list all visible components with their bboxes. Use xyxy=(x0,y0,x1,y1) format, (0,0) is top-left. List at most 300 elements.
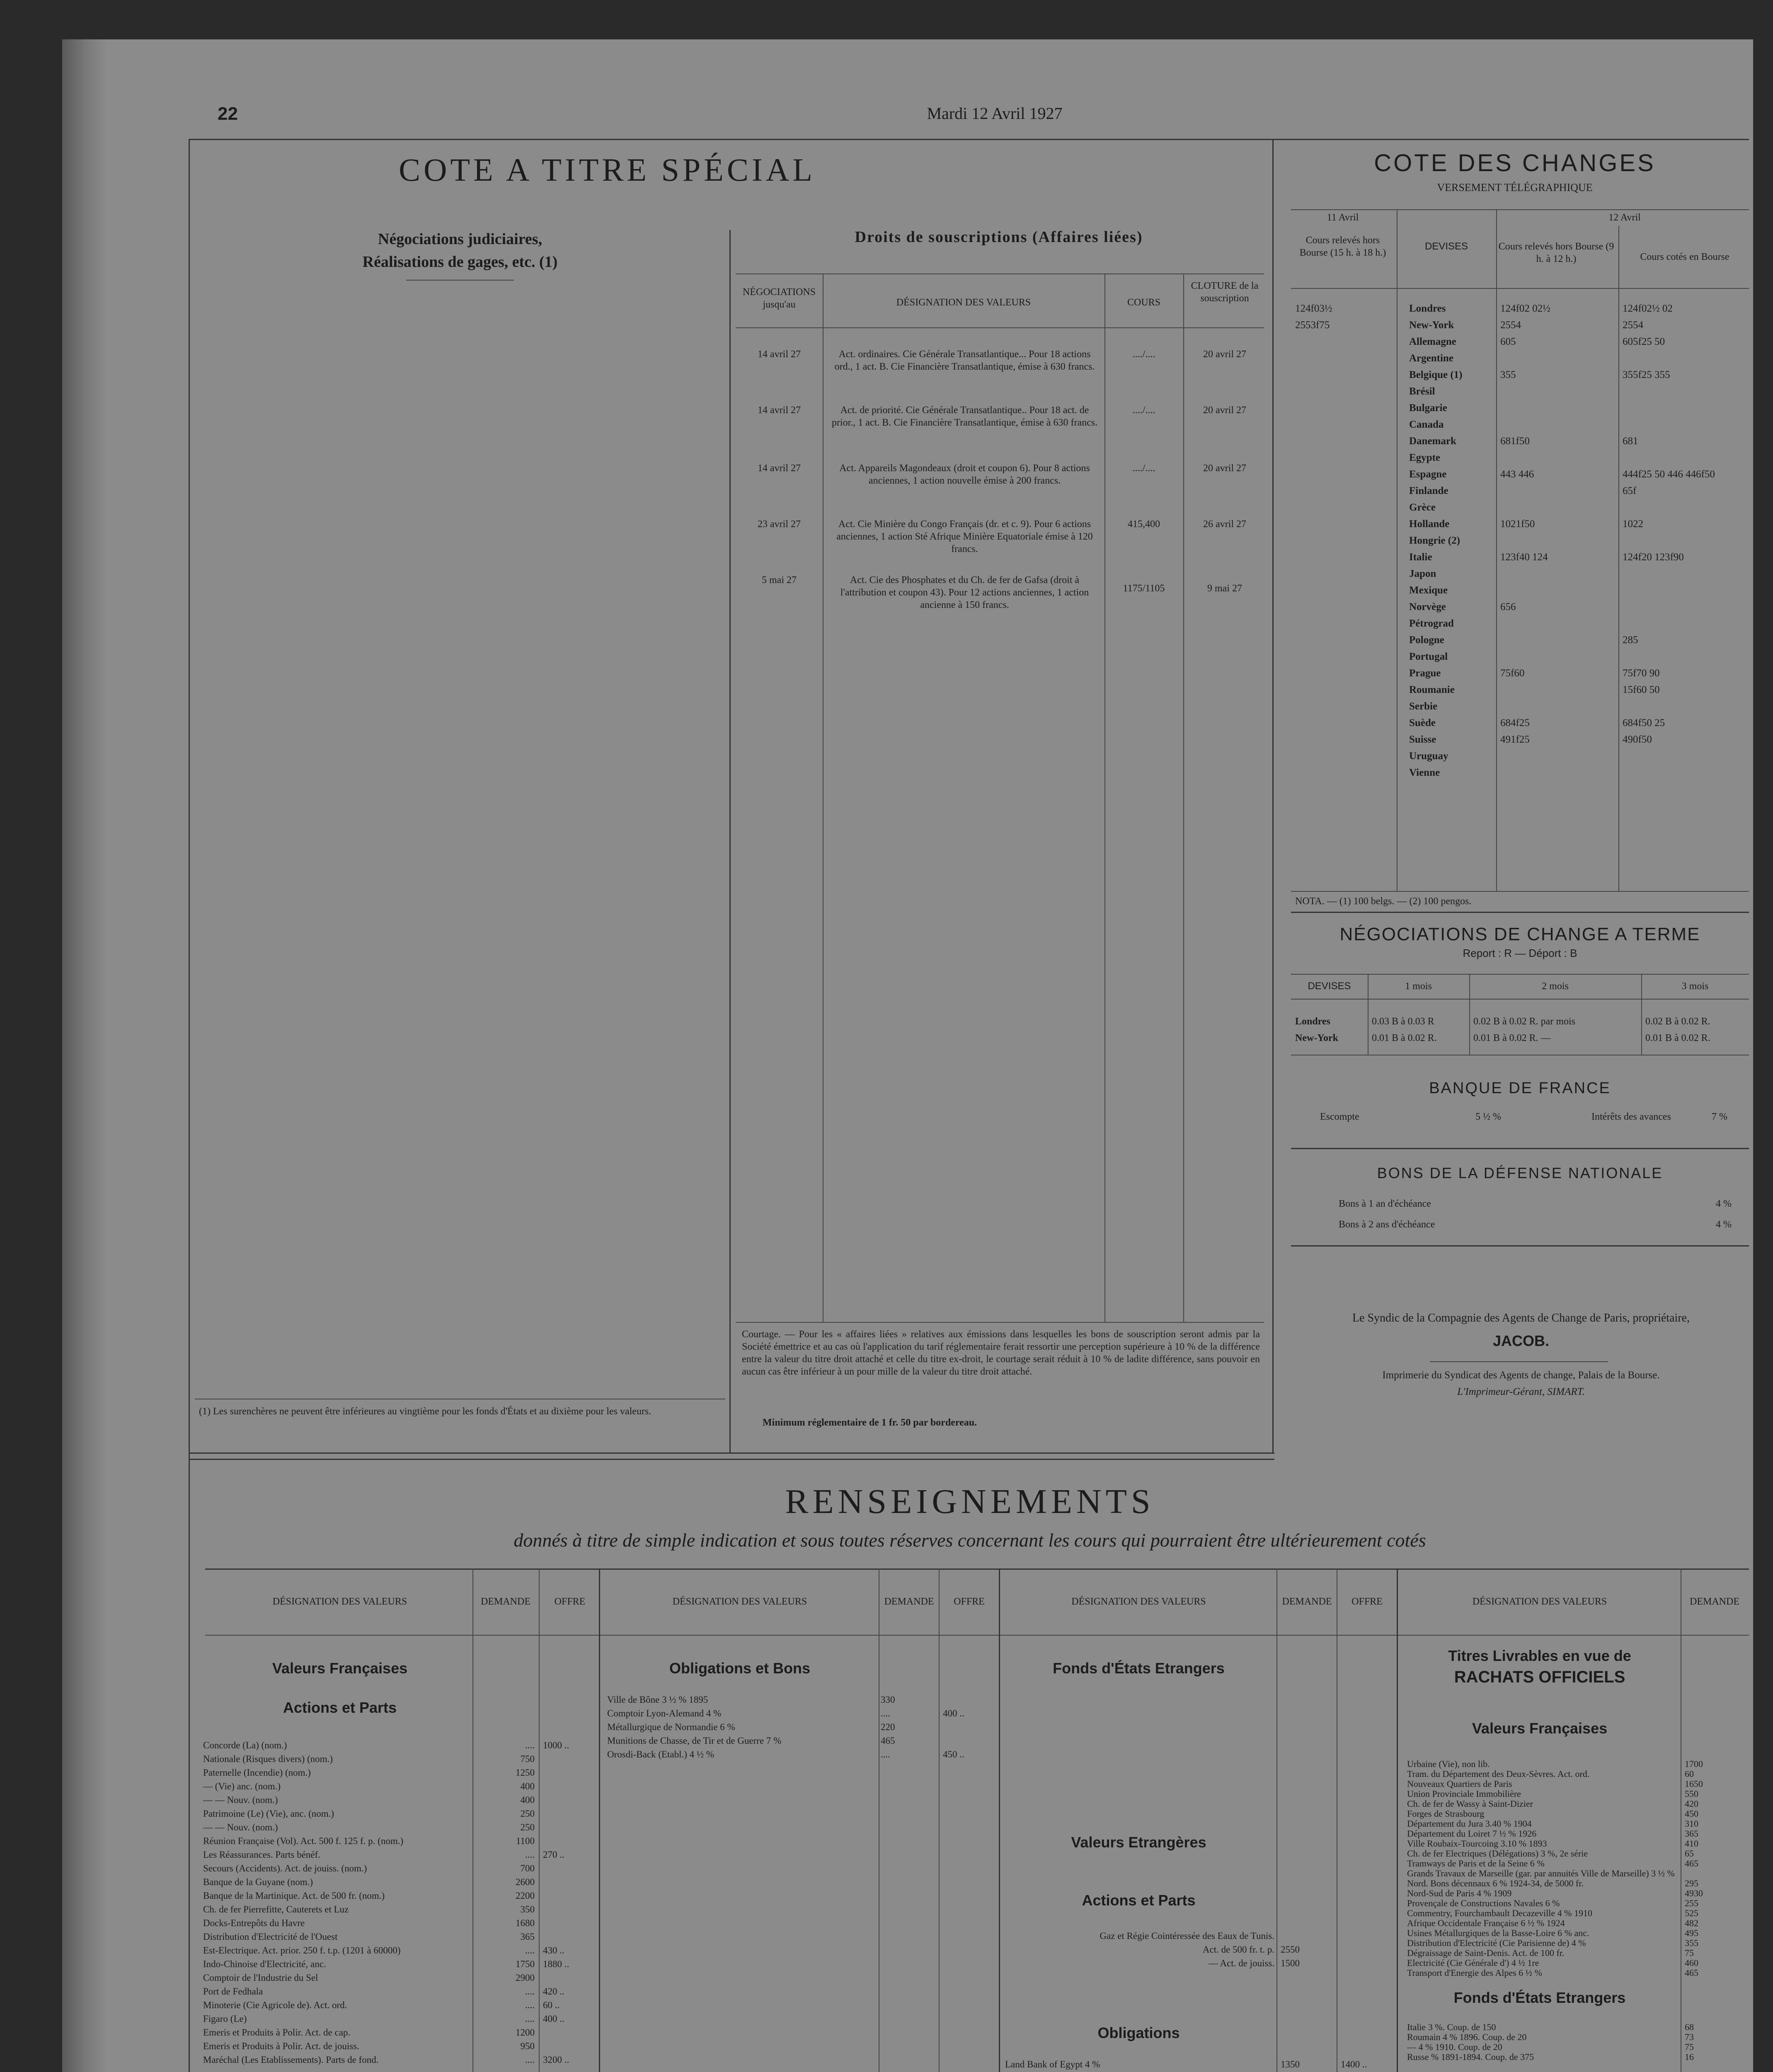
r-col1-offre-cell: 1880 .. xyxy=(543,1959,569,1969)
r-col1-names xyxy=(203,1738,470,2067)
terme-header-top xyxy=(1291,974,1749,975)
r-col3-name-cell: Gaz et Régie Cointéressée des Eaux de Tunis. xyxy=(1100,1931,1274,1941)
changes-col-rule-2 xyxy=(1496,209,1497,891)
r-col4-demande-cell: 482 xyxy=(1685,1918,1698,1928)
changes-cell-devise: Belgique (1) xyxy=(1409,369,1463,380)
changes-cell-12-avril xyxy=(1500,582,1616,599)
r-col3b-offre-cell: 1400 .. xyxy=(1341,2059,1367,2070)
r-col2-name-cell: Comptoir Lyon-Alemand 4 % xyxy=(607,1708,722,1719)
r-col1-offre-cell: 3200 .. xyxy=(543,2055,569,2065)
r-col4b-demande-cell: 75 xyxy=(1685,2042,1694,2052)
r-col2-header-designation: DÉSIGNATION DES VALEURS xyxy=(672,1596,807,1607)
changes-col-rule-3 xyxy=(1618,226,1619,891)
droits-col-rule-1 xyxy=(823,274,824,1322)
r-col4b-demande-cell: 16 xyxy=(1685,2052,1694,2062)
changes-cell-12-avril xyxy=(1500,615,1616,632)
bons-2ans-label: Bons à 2 ans d'échéance xyxy=(1339,1219,1435,1230)
r-col4-names xyxy=(1407,1759,1679,1978)
r-col4b-names xyxy=(1407,2022,1679,2062)
changes-cell-devise: Mexique xyxy=(1409,585,1448,596)
changes-col-bourse: Cours cotés en Bourse xyxy=(1640,252,1729,262)
avances-value: 7 % xyxy=(1712,1111,1727,1122)
r-col1-name-cell: Emeris et Produits à Polir. Act. de jouiss. xyxy=(203,2041,359,2051)
changes-cell-bourse xyxy=(1623,748,1747,765)
changes-cell-devise: Suisse xyxy=(1409,734,1436,745)
changes-cell-12-avril: 605 xyxy=(1500,336,1516,347)
r-titres-livrables-2: RACHATS OFFICIELS xyxy=(1454,1668,1625,1686)
r-col4-demande-cell: 495 xyxy=(1685,1928,1698,1938)
r-col4-name-cell: Ch. de fer Electriques (Délégations) 3 %, 2e série xyxy=(1407,1849,1588,1859)
r-col4-name-cell: Dégraissage de Saint-Denis. Act. de 100 fr. xyxy=(1407,1948,1565,1958)
terme-row-1-m1: 0.03 B à 0.03 R xyxy=(1372,1016,1434,1027)
r-col1-demande-cell: 2200 xyxy=(516,1890,535,1901)
r-actions-parts: Actions et Parts xyxy=(283,1699,397,1716)
r-obligations-bons: Obligations et Bons xyxy=(669,1660,810,1677)
terme-row-2-devise: New-York xyxy=(1295,1033,1338,1043)
changes-cell-11-avril xyxy=(1295,450,1395,466)
changes-cell-bourse xyxy=(1623,533,1747,549)
changes-cell-11-avril xyxy=(1295,549,1395,566)
changes-col-c12: Cours relevés hors Bourse (9 h. à 12 h.) xyxy=(1498,241,1614,264)
r-col4-name-cell: Distribution d'Electricité (Cie Parisienne de) 4 % xyxy=(1407,1938,1586,1948)
changes-cell-11-avril xyxy=(1295,350,1395,367)
changes-cell-11-avril xyxy=(1295,665,1395,682)
syndic-name: JACOB. xyxy=(1492,1332,1550,1349)
r-col1-offre-cell xyxy=(543,1752,597,1766)
r-col1-name-cell: Est-Electrique. Act. prior. 250 f. t.p. (1201 à 60000) xyxy=(203,1945,401,1956)
r-col1-offre xyxy=(543,1738,597,2067)
r-col2-offre xyxy=(943,1693,997,1761)
changes-cell-bourse: 605f25 50 xyxy=(1623,336,1665,347)
r-col4-name-cell: Nord. Bons décennaux 6 % 1924-34, de 5000 fr. xyxy=(1407,1878,1584,1888)
changes-cell-devise: Espagne xyxy=(1409,469,1447,480)
terme-row-2-m1: 0.01 B à 0.02 R. xyxy=(1372,1033,1437,1043)
r-col1-demande-cell: 750 xyxy=(520,1754,535,1764)
section-rule xyxy=(189,1452,1274,1454)
droits-row-3-date: 14 avril 27 xyxy=(758,463,801,474)
changes-cell-11-avril xyxy=(1295,599,1395,615)
r-col1-demande-cell: .... xyxy=(525,2055,535,2065)
changes-cell-12-avril: 355 xyxy=(1500,369,1516,380)
changes-cell-bourse xyxy=(1623,649,1747,665)
r-col4-demande-cell: 255 xyxy=(1685,1898,1698,1908)
r-col3-demande-rule xyxy=(1276,1569,1277,2072)
changes-cell-bourse xyxy=(1623,400,1747,416)
droits-col-rule-2 xyxy=(1104,274,1105,1322)
changes-cell-12-avril xyxy=(1500,450,1616,466)
r-col1-name-cell: Figaro (Le) xyxy=(203,2014,247,2024)
droits-row-2-date: 14 avril 27 xyxy=(758,405,801,416)
r-col2-demande-cell: .... xyxy=(881,1708,890,1719)
terme-header-bottom xyxy=(1291,999,1749,1000)
droits-row-2-designation: Act. de priorité. Cie Générale Transatlantique.. Pour 18 act. de prior., 1 act. B. Cie Financière Transatlantique, émise à 630 francs. xyxy=(831,405,1098,428)
r-col3-end-rule xyxy=(1397,1569,1398,2072)
changes-cell-devise: Allemagne xyxy=(1409,336,1456,347)
terme-col-3mois: 3 mois xyxy=(1681,981,1709,992)
changes-cell-bourse: 490f50 xyxy=(1623,734,1652,745)
r-col1-name-cell: Port de Fedhala xyxy=(203,1986,263,1997)
r-col1-demande-cell: 250 xyxy=(520,1808,535,1819)
changes-cell-12-avril: 124f02 02½ xyxy=(1500,303,1550,314)
r-col4-demande-cell: 465 xyxy=(1685,1968,1698,1978)
changes-cell-11-avril xyxy=(1295,615,1395,632)
r-valeurs-etrangeres: Valeurs Etrangères xyxy=(1071,1834,1206,1851)
droits-row-4-date: 23 avril 27 xyxy=(758,519,801,530)
r-col1-offre-cell: 420 .. xyxy=(543,1986,564,1997)
r-col1-offre-cell xyxy=(543,2039,597,2053)
changes-cell-12-avril xyxy=(1500,400,1616,416)
r-col4-name-cell: Forges de Strasbourg xyxy=(1407,1809,1485,1819)
changes-cell-devise: Roumanie xyxy=(1409,684,1455,695)
r-col2-name-cell: Ville de Bône 3 ½ % 1895 xyxy=(607,1694,708,1705)
r-col1-name-cell: Patrimoine (Le) (Vie), anc. (nom.) xyxy=(203,1808,334,1819)
renseignements-subtitle: donnés à titre de simple indication et sous toutes réserves concernant les cours qui pourraient être ultérieurement cotés xyxy=(513,1530,1426,1551)
r-col4-name-cell: Grands Travaux de Marseille (gar. par annuités Ville de Marseille) 3 ½ % xyxy=(1407,1869,1675,1878)
droits-row-3-cours: ..../.... xyxy=(1132,463,1155,474)
changes-date-12: 12 Avril xyxy=(1608,212,1641,223)
r-col4b-name-cell: Italie 3 %. Coup. de 150 xyxy=(1407,2022,1496,2032)
droits-col-rule-3 xyxy=(1183,274,1184,1322)
terme-col-rule-1 xyxy=(1368,974,1369,1055)
changes-cell-devise: Pologne xyxy=(1409,634,1444,646)
terme-title: NÉGOCIATIONS DE CHANGE A TERME xyxy=(1339,924,1700,944)
changes-cell-devise: Egypte xyxy=(1409,452,1440,463)
imprimeur-line: L'Imprimeur-Gérant, SIMART. xyxy=(1457,1386,1585,1397)
changes-cell-bourse: 124f02½ 02 xyxy=(1623,303,1673,314)
changes-cell-devise: Uruguay xyxy=(1409,750,1448,762)
r-col1-name-cell: Maréchal (Les Etablissements). Parts de fond. xyxy=(203,2055,379,2065)
changes-cell-12-avril xyxy=(1500,632,1616,649)
r-col1-name-cell: Distribution d'Electricité de l'Ouest xyxy=(203,1932,338,1942)
r-col4b-name-cell: Roumain 4 % 1896. Coup. de 20 xyxy=(1407,2032,1527,2042)
changes-cell-11-avril xyxy=(1295,400,1395,416)
imprimerie-line: Imprimerie du Syndicat des Agents de change, Palais de la Bourse. xyxy=(1382,1370,1660,1381)
changes-cell-bourse: 15f60 50 xyxy=(1623,684,1660,695)
changes-cell-12-avril: 684f25 xyxy=(1500,717,1530,729)
changes-col-c11: Cours relevés hors Bourse (15 h. à 18 h.) xyxy=(1299,235,1386,258)
changes-subtitle: VERSEMENT TÉLÉGRAPHIQUE xyxy=(1437,182,1593,194)
changes-cell-12-avril: 123f40 124 xyxy=(1500,552,1548,563)
droits-row-1-cloture: 20 avril 27 xyxy=(1203,349,1246,360)
changes-cell-11-avril xyxy=(1295,715,1395,731)
changes-cell-11-avril xyxy=(1295,731,1395,748)
r-col1-name-cell: Paternelle (Incendie) (nom.) xyxy=(203,1767,311,1778)
page-number: 22 xyxy=(218,104,238,124)
changes-cell-11-avril xyxy=(1295,682,1395,698)
page-date: Mardi 12 Avril 1927 xyxy=(927,104,1063,123)
changes-cell-11-avril xyxy=(1295,433,1395,450)
r-col1-demande-cell: 1680 xyxy=(516,1918,535,1928)
r-col4-name-cell: Afrique Occidentale Française 6 ½ % 1924 xyxy=(1407,1918,1565,1928)
r-valeurs-francaises-2: Valeurs Françaises xyxy=(1472,1720,1608,1737)
r-col4-name-cell: Nord-Sud de Paris 4 % 1909 xyxy=(1407,1888,1512,1898)
droits-left-rule xyxy=(729,230,731,1452)
r-col3-name-cell: Act. de 500 fr. t. p. xyxy=(1202,1944,1274,1955)
changes-cell-bourse: 355f25 355 xyxy=(1623,369,1670,380)
changes-cell-11-avril xyxy=(1295,765,1395,781)
changes-cell-12-avril xyxy=(1500,748,1616,765)
r-col1-name-cell: Secours (Accidents). Act. de jouiss. (nom.) xyxy=(203,1863,367,1874)
r-col4-demande-cell: 60 xyxy=(1685,1769,1694,1779)
changes-cell-devise: Danemark xyxy=(1409,436,1456,447)
r-col2-end-rule xyxy=(999,1569,1000,2072)
r-col1-demande-cell: 1100 xyxy=(516,1836,535,1846)
column-rule xyxy=(1272,139,1274,1452)
changes-column-bourse xyxy=(1623,300,1747,781)
r-col1-offre-cell: 60 .. xyxy=(543,2000,560,2010)
r-col4-demande xyxy=(1685,1759,1745,1978)
r-col1-demande-cell: 950 xyxy=(520,2041,535,2051)
r-col1-demande-rule xyxy=(472,1569,473,2072)
changes-col-devises: DEVISES xyxy=(1424,241,1468,252)
r-col2-header-offre: OFFRE xyxy=(954,1596,985,1607)
r-col4-name-cell: Département du Jura 3.40 % 1904 xyxy=(1407,1819,1532,1829)
r-col3b-demande-cell: 1350 xyxy=(1281,2059,1300,2070)
changes-cell-11-avril xyxy=(1295,367,1395,383)
r-titres-livrables-1: Titres Livrables en vue de xyxy=(1448,1647,1631,1664)
changes-cell-12-avril xyxy=(1500,383,1616,400)
changes-date-11: 11 Avril xyxy=(1327,212,1359,223)
changes-cell-12-avril xyxy=(1500,698,1616,715)
changes-col-rule-1 xyxy=(1397,209,1398,891)
r-col2-names xyxy=(607,1693,877,1761)
changes-cell-12-avril: 656 xyxy=(1500,601,1516,612)
r-col1-name-cell: Docks-Entrepôts du Havre xyxy=(203,1918,305,1928)
r-col4-name-cell: Electricité (Cie Générale d') 4 ½ 1re xyxy=(1407,1958,1539,1968)
r-col1-header-designation: DÉSIGNATION DES VALEURS xyxy=(272,1596,407,1607)
banque-title: BANQUE DE FRANCE xyxy=(1429,1080,1611,1097)
r-col1-offre-cell xyxy=(543,1807,597,1820)
r-col2-demande-cell: 330 xyxy=(881,1694,895,1705)
changes-cell-11-avril xyxy=(1295,748,1395,765)
terme-col-1mois: 1 mois xyxy=(1405,981,1432,992)
changes-cell-12-avril: 681f50 xyxy=(1500,436,1530,447)
r-col1-offre-cell xyxy=(543,1889,597,1903)
changes-cell-bourse: 124f20 123f90 xyxy=(1623,552,1684,563)
bons-1an-value: 4 % xyxy=(1716,1198,1732,1209)
heading-underline xyxy=(406,280,514,281)
changes-cell-bourse: 75f70 90 xyxy=(1623,668,1660,679)
r-col2-name-cell: Munitions de Chasse, de Tir et de Guerre 7 % xyxy=(607,1736,782,1746)
r-col4-demande-cell xyxy=(1685,1869,1745,1878)
terme-col-devises: DEVISES xyxy=(1308,980,1351,992)
r-col2-header-demande: DEMANDE xyxy=(884,1596,934,1607)
r-col1-demande-cell: 350 xyxy=(520,1904,535,1915)
r-col4-demande-cell: 410 xyxy=(1685,1839,1698,1849)
r-col1-name-cell: Emeris et Produits à Polir. Act. de cap. xyxy=(203,2027,351,2038)
r-col4b-name-cell: Russe % 1891-1894. Coup. de 375 xyxy=(1407,2052,1534,2062)
col-designation: DÉSIGNATION DES VALEURS xyxy=(896,297,1031,308)
changes-cell-11-avril xyxy=(1295,698,1395,715)
terme-subtitle: Report : R — Déport : B xyxy=(1463,947,1577,959)
renseignements-header-top xyxy=(205,1569,1749,1570)
changes-cell-devise: Serbie xyxy=(1409,701,1438,712)
changes-cell-bourse: 444f25 50 446 446f50 xyxy=(1623,469,1715,480)
changes-cell-12-avril: 2554 xyxy=(1500,320,1521,331)
changes-cell-bourse xyxy=(1623,582,1747,599)
r-col4-demande-cell: 1700 xyxy=(1685,1759,1703,1769)
r-col1-offre-cell xyxy=(543,1834,597,1848)
r-col1-demande-cell: .... xyxy=(525,1986,535,1997)
r-col1-offre-cell xyxy=(543,1916,597,1930)
changes-cell-bourse: 285 xyxy=(1623,634,1638,646)
r-col4-demande-cell: 525 xyxy=(1685,1908,1698,1918)
r-col4-demande-cell: 450 xyxy=(1685,1809,1698,1819)
left-heading-2: Réalisations de gages, etc. (1) xyxy=(362,253,558,271)
changes-cell-12-avril xyxy=(1500,499,1616,516)
r-col4b-name-cell: — 4 % 1910. Coup. de 20 xyxy=(1407,2042,1502,2052)
r-col4-demande-cell: 75 xyxy=(1685,1948,1694,1958)
r-col1-demande-cell: 250 xyxy=(520,1822,535,1832)
page-binding-shadow xyxy=(62,39,108,2072)
droits-row-5-date: 5 mai 27 xyxy=(762,575,797,586)
changes-cell-devise: Hollande xyxy=(1409,518,1450,530)
changes-body-bottom xyxy=(1291,891,1749,892)
r-col4-demande-cell: 460 xyxy=(1685,1958,1698,1968)
bons-rule xyxy=(1291,1245,1749,1247)
changes-cell-12-avril: 491f25 xyxy=(1500,734,1530,745)
r-col3-demande xyxy=(1281,1929,1335,1970)
changes-cell-11-avril xyxy=(1295,533,1395,549)
changes-cell-bourse: 684f50 25 xyxy=(1623,717,1665,729)
r-col1-name-cell: — — Nouv. (nom.) xyxy=(203,1795,278,1805)
droits-row-5-designation: Act. Cie des Phosphates et du Ch. de fer de Gafsa (droit à l'attribution et coupon 43). Pour 12 actions anciennes, 1 action ancienne à 150 francs. xyxy=(840,575,1089,610)
changes-header-top xyxy=(1291,209,1749,210)
r-col4-name-cell: Transport d'Energie des Alpes 6 ½ % xyxy=(1407,1968,1542,1978)
r-col3-offre-cell xyxy=(1341,1929,1395,1943)
changes-cell-11-avril xyxy=(1295,582,1395,599)
changes-cell-11-avril xyxy=(1295,566,1395,582)
escompte-label: Escompte xyxy=(1320,1111,1359,1122)
changes-cell-11-avril xyxy=(1295,499,1395,516)
changes-cell-devise: Brésil xyxy=(1409,386,1435,397)
left-heading-1: Négociations judiciaires, xyxy=(378,230,543,248)
changes-cell-11-avril xyxy=(1295,632,1395,649)
droits-row-1-date: 14 avril 27 xyxy=(758,349,801,360)
droits-row-2-cours: ..../.... xyxy=(1132,405,1155,416)
r-col1-demande-cell: .... xyxy=(525,1740,535,1750)
changes-cell-bourse xyxy=(1623,499,1747,516)
droits-row-4-cloture: 26 avril 27 xyxy=(1203,519,1246,530)
changes-cell-devise: Italie xyxy=(1409,552,1432,563)
courtage-note: Courtage. — Pour les « affaires liées » relatives aux émissions dans lesquelles les bons de souscription seront admis par la Société émettrice et au cas où l'application du tarif réglementaire ferait ressortir une perception supérieure à 10 % de la différence entre la valeur du titre droit attaché et celle du titre ex-droit, le courtage serait réduit à 10 % de ladite différence, sans pouvoir en aucun cas être inférieur à un pour mille de la valeur du titre droit attaché. xyxy=(742,1329,1260,1377)
r-valeurs-francaises: Valeurs Françaises xyxy=(272,1660,408,1677)
changes-cell-devise: Norvège xyxy=(1409,601,1446,612)
changes-cell-12-avril xyxy=(1500,533,1616,549)
r-col4-name-cell: Ville Roubaix-Tourcoing 3.10 % 1893 xyxy=(1407,1839,1547,1849)
r-col3-offre-cell xyxy=(1341,1943,1395,1956)
section-rule-2 xyxy=(189,1459,1274,1460)
changes-cell-11-avril xyxy=(1295,516,1395,533)
r-col1-name-cell: Banque de la Martinique. Act. de 500 fr. (nom.) xyxy=(203,1890,385,1901)
r-col4b-demande-cell: 68 xyxy=(1685,2022,1694,2032)
r-col1-header-offre: OFFRE xyxy=(554,1596,586,1607)
r-col4-name-cell: Tram. du Département des Deux-Sèvres. Act. ord. xyxy=(1407,1769,1590,1779)
r-col1-name-cell: Indo-Chinoise d'Electricité, anc. xyxy=(203,1959,326,1969)
renseignements-header-bottom xyxy=(205,1635,1749,1636)
r-col1-demande-cell: .... xyxy=(525,2014,535,2024)
r-col4-demande-cell: 355 xyxy=(1685,1938,1698,1948)
r-col1-offre-cell xyxy=(543,1779,597,1793)
r-col2-offre-cell: 450 .. xyxy=(943,1749,964,1760)
droits-title: Droits de souscriptions (Affaires liées) xyxy=(855,228,1143,246)
changes-cell-devise: Portugal xyxy=(1409,651,1448,662)
r-col2-offre-cell xyxy=(943,1720,997,1734)
r-col4-name-cell: Nouveaux Quartiers de Paris xyxy=(1407,1779,1512,1789)
r-col1-name-cell: Nationale (Risques divers) (nom.) xyxy=(203,1754,333,1764)
changes-cell-devise: Vienne xyxy=(1409,767,1440,778)
droits-row-5-cours: 1175/1105 xyxy=(1123,583,1165,594)
changes-cell-bourse xyxy=(1623,698,1747,715)
r-col2-demande-cell: 465 xyxy=(881,1736,895,1746)
r-col1-offre-cell xyxy=(543,1861,597,1875)
droits-row-2-cloture: 20 avril 27 xyxy=(1203,405,1246,416)
r-col4-name-cell: Ch. de fer de Wassy à Saint-Dizier xyxy=(1407,1799,1533,1809)
changes-cell-11-avril: 2553f75 xyxy=(1295,320,1330,331)
terme-row-1-m3: 0.02 B à 0.02 R. xyxy=(1645,1016,1710,1027)
changes-cell-devise: Japon xyxy=(1409,568,1436,579)
r-fonds-etrangers-2: Fonds d'États Etrangers xyxy=(1453,1989,1626,2006)
changes-cell-11-avril xyxy=(1295,466,1395,483)
r-col2-demande xyxy=(881,1693,937,1761)
r-col1-demande-cell: 1750 xyxy=(516,1959,535,1969)
renseignements-title: RENSEIGNEMENTS xyxy=(785,1482,1155,1521)
r-obligations: Obligations xyxy=(1097,2024,1180,2041)
r-col4-demande-cell: 1650 xyxy=(1685,1779,1703,1789)
changes-column-12-avril xyxy=(1500,300,1616,781)
r-col1-demande-cell: 400 xyxy=(520,1795,535,1805)
changes-cell-12-avril xyxy=(1500,649,1616,665)
changes-cell-11-avril xyxy=(1295,416,1395,433)
col-cours: COURS xyxy=(1127,297,1161,308)
r-col1-offre-cell: 430 .. xyxy=(543,1945,564,1956)
changes-cell-12-avril: 1021f50 xyxy=(1500,518,1535,530)
r-col1-offre-cell: 400 .. xyxy=(543,2014,564,2024)
changes-cell-bourse xyxy=(1623,383,1747,400)
r-col4-name-cell: Union Provinciale Immobilière xyxy=(1407,1789,1521,1799)
col-cloture: CLOTURE de la souscription xyxy=(1191,281,1259,304)
r-col1-offre-rule xyxy=(539,1569,540,2072)
terme-row-1-devise: Londres xyxy=(1295,1016,1330,1027)
r-col4b-demande-cell: 73 xyxy=(1685,2032,1694,2042)
r-col4-name-cell: Tramways de Paris et de la Seine 6 % xyxy=(1407,1859,1545,1869)
terme-row-1-m2: 0.02 B à 0.02 R. par mois xyxy=(1473,1016,1575,1027)
r-col3-header-designation: DÉSIGNATION DES VALEURS xyxy=(1071,1596,1206,1607)
changes-cell-12-avril xyxy=(1500,682,1616,698)
bons-2ans-value: 4 % xyxy=(1716,1219,1732,1230)
changes-cell-devise: Argentine xyxy=(1409,353,1453,364)
changes-cell-12-avril xyxy=(1500,765,1616,781)
r-col3-offre xyxy=(1341,1929,1395,1970)
terme-col-rule-3 xyxy=(1641,974,1642,1055)
droits-row-1-designation: Act. ordinaires. Cie Générale Transatlantique... Pour 18 actions ord., 1 act. B. Cie Financière Transatlantique, émise à 630 francs. xyxy=(834,349,1095,372)
changes-cell-bourse xyxy=(1623,566,1747,582)
changes-nota: NOTA. — (1) 100 belgs. — (2) 100 pengos. xyxy=(1295,896,1472,907)
r-col4-name-cell: Urbaine (Vie), non lib. xyxy=(1407,1759,1490,1769)
droits-body-bottom xyxy=(736,1322,1264,1323)
r-col1-offre-cell: 270 .. xyxy=(543,1849,564,1860)
r-col1-demande-cell: 1250 xyxy=(516,1767,535,1778)
r-col3b-offre xyxy=(1341,2057,1395,2072)
r-col3b-demande xyxy=(1281,2057,1335,2072)
r-col3-offre-cell xyxy=(1341,1956,1395,1970)
r-col3b-name-cell: Land Bank of Egypt 4 % xyxy=(1005,2059,1100,2070)
terme-col-2mois: 2 mois xyxy=(1542,981,1569,992)
col-negociations: NÉGOCIATIONS jusqu'au xyxy=(743,287,816,310)
avances-label: Intérêts des avances xyxy=(1591,1111,1671,1122)
changes-cell-11-avril: 124f03½ xyxy=(1295,303,1332,314)
r-col1-name-cell: — (Vie) anc. (nom.) xyxy=(203,1781,281,1791)
